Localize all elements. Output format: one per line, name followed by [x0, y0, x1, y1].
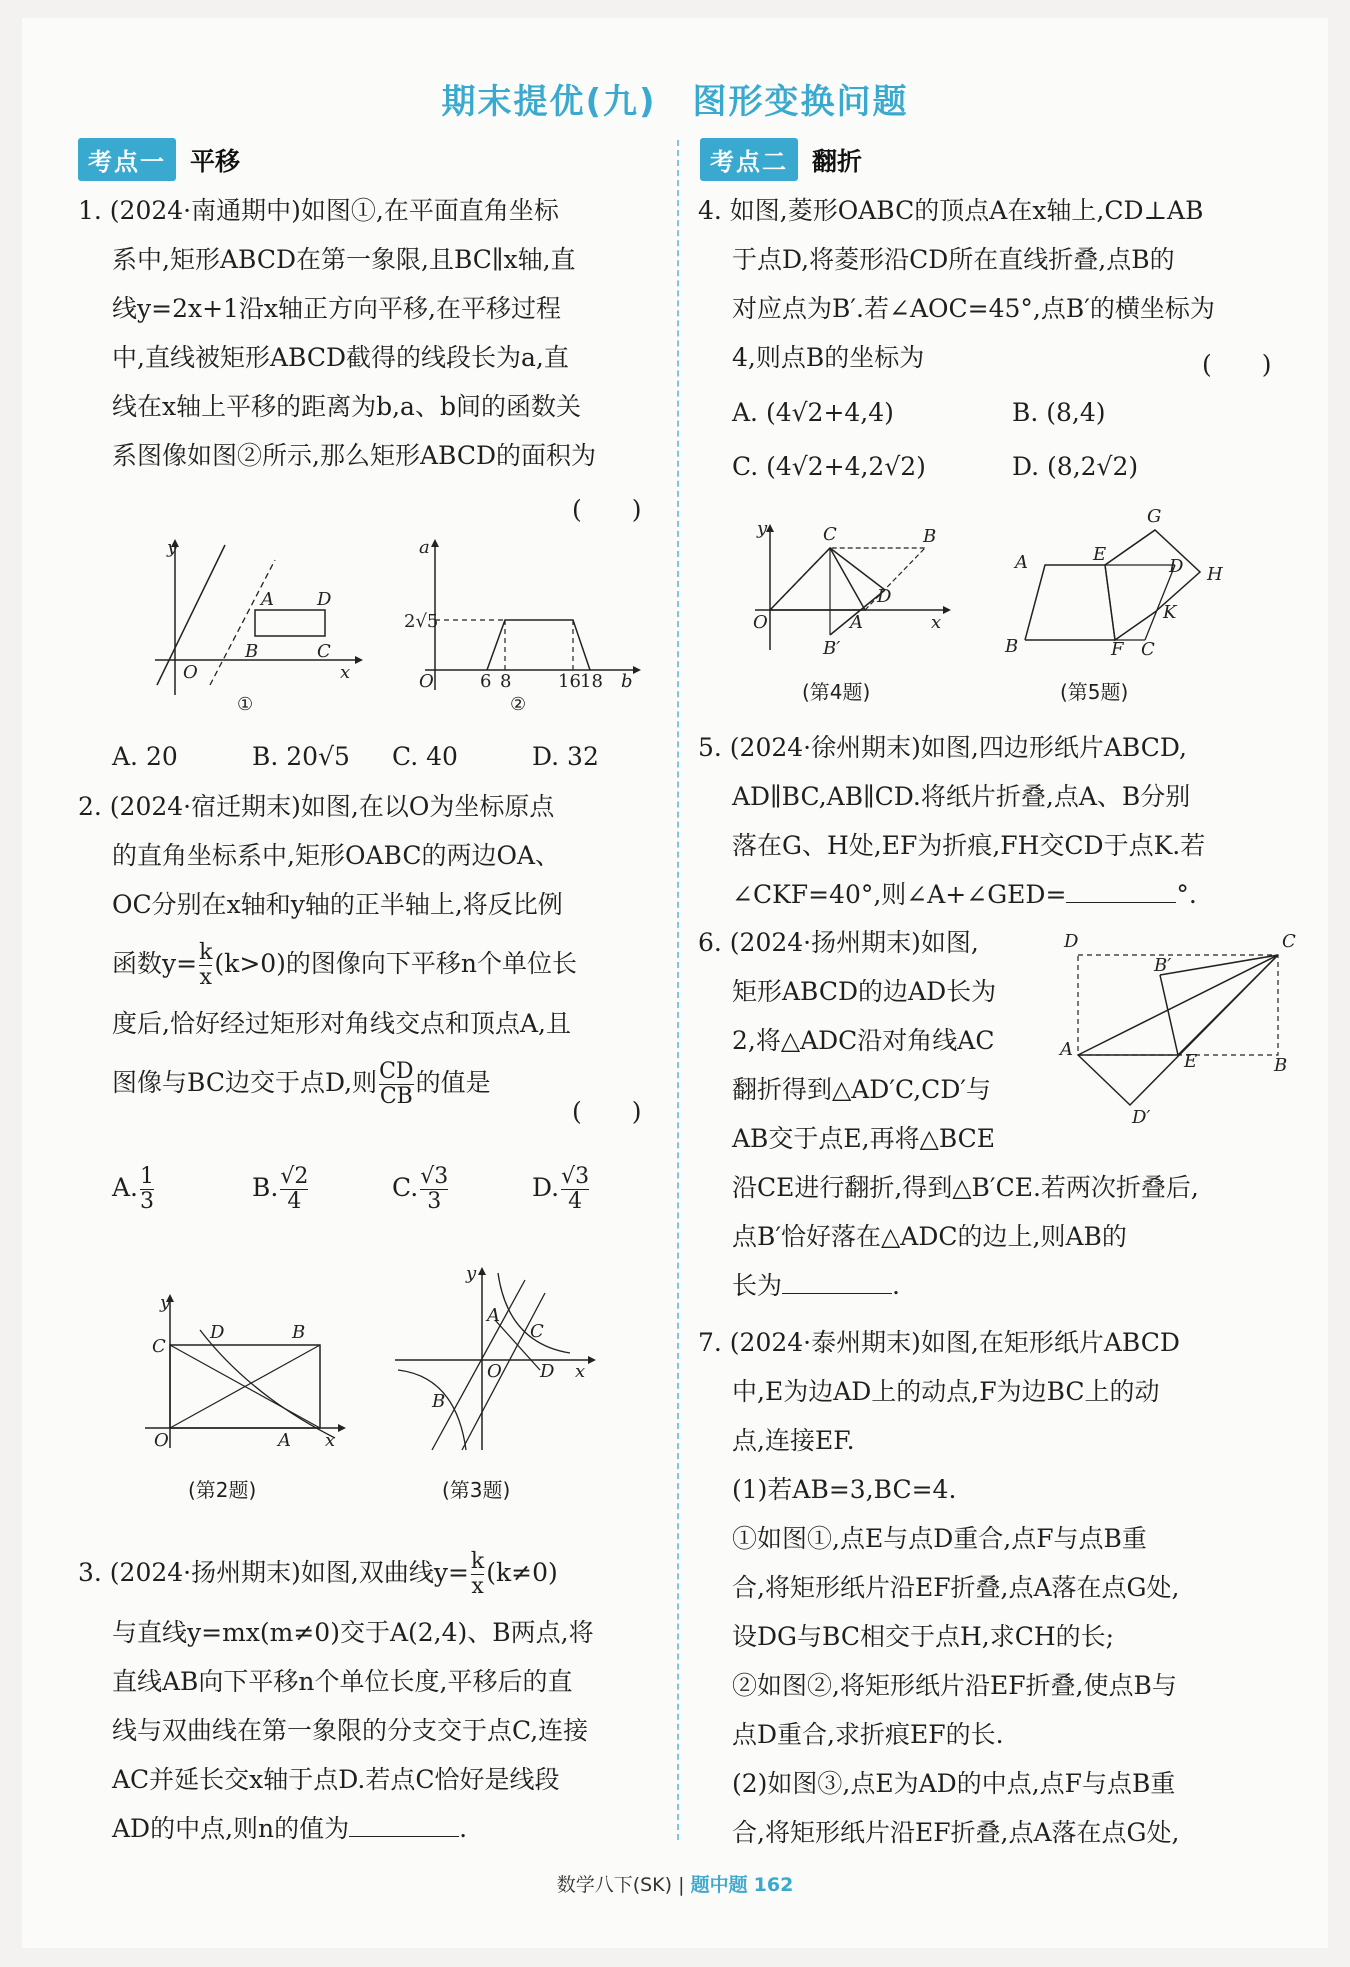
- text-line: 对应点为B′.若∠AOC=45°,点B′的横坐标为: [732, 294, 1215, 323]
- svg-text:F: F: [1111, 639, 1124, 660]
- denominator: x: [471, 1574, 484, 1599]
- figure-caption: (第5题): [1060, 680, 1129, 704]
- svg-text:y: y: [757, 518, 768, 539]
- svg-text:A: A: [278, 1430, 291, 1451]
- svg-text:18: 18: [580, 671, 603, 692]
- svg-text:A: A: [487, 1305, 500, 1326]
- figure-label: ②: [510, 694, 527, 715]
- text-line: 中,直线被矩形ABCD截得的线段长为a,直: [112, 343, 569, 372]
- svg-text:6: 6: [480, 671, 492, 692]
- option-a: A. $\frac{1}{3}$: [112, 1164, 155, 1214]
- section-header-right: [700, 138, 862, 181]
- text-line: 翻折得到△AD′C,CD′与: [732, 1075, 992, 1104]
- text-line: 点,连接EF.: [732, 1426, 855, 1455]
- text-span: (k>0)的图像向下平移n个单位长: [214, 949, 578, 978]
- text-line: 4. 如图,菱形OABC的顶点A在x轴上,CD⊥AB: [698, 196, 1204, 225]
- denominator: CB: [379, 1084, 413, 1109]
- svg-text:O: O: [419, 671, 434, 692]
- svg-text:y: y: [167, 537, 178, 558]
- text-line: ①如图①,点E与点D重合,点F与点B重: [732, 1524, 1147, 1553]
- text-line: 与直线y=mx(m≠0)交于A(2,4)、B两点,将: [112, 1618, 594, 1647]
- text-line: 7. (2024·泰州期末)如图,在矩形纸片ABCD: [698, 1328, 1180, 1357]
- svg-text:B: B: [292, 1322, 306, 1343]
- text-line: 线在x轴上平移的距离为b,a、b间的函数关: [112, 392, 581, 421]
- svg-text:A: A: [261, 589, 274, 610]
- text-span: 的值是: [415, 1068, 491, 1097]
- text-line: AB交于点E,再将△BCE: [732, 1124, 996, 1153]
- question-1: [78, 186, 668, 480]
- text-line: 系中,矩形ABCD在第一象限,且BC∥x轴,直: [112, 245, 576, 274]
- svg-text:16: 16: [558, 671, 581, 692]
- svg-text:C: C: [152, 1336, 166, 1357]
- footer-separator: |: [678, 1874, 685, 1896]
- fraction-k-over-x: [199, 941, 212, 990]
- text-line: AD的中点,则n的值为 .: [112, 1814, 468, 1843]
- text-span: AD的中点,则n的值为: [112, 1814, 350, 1843]
- question-3: [78, 1538, 668, 1853]
- text-line: ②如图②,将矩形纸片沿EF折叠,使点B与: [732, 1671, 1177, 1700]
- answer-blank[interactable]: [1066, 882, 1176, 903]
- svg-text:D: D: [540, 1361, 555, 1382]
- text-line: 2. (2024·宿迁期末)如图,在以O为坐标原点: [78, 792, 555, 821]
- section-name: 平移: [190, 146, 241, 176]
- svg-text:O: O: [487, 1361, 502, 1382]
- column-divider: [677, 140, 679, 1840]
- text-line: 的直角坐标系中,矩形OABC的两边OA、: [112, 841, 561, 870]
- svg-text:C: C: [530, 1321, 544, 1342]
- svg-text:E: E: [1184, 1051, 1198, 1072]
- fraction-cd-over-cb: [379, 1060, 413, 1109]
- svg-text:C: C: [317, 641, 331, 662]
- svg-text:D: D: [1064, 931, 1079, 952]
- text-line: 沿CE进行翻折,得到△B′CE.若两次折叠后,: [732, 1173, 1199, 1202]
- text-line: 中,E为边AD上的动点,F为边BC上的动: [732, 1377, 1160, 1406]
- text-line: 5. (2024·徐州期末)如图,四边形纸片ABCD,: [698, 733, 1187, 762]
- text-line: 合,将矩形纸片沿EF折叠,点A落在点G处,: [732, 1573, 1180, 1602]
- option-b: B. (8,4): [1012, 398, 1106, 427]
- svg-text:D: D: [1169, 556, 1184, 577]
- option-b: B. 20√5: [252, 742, 350, 771]
- q5-figure: [995, 500, 1225, 670]
- section-tag: 考点二: [700, 138, 798, 181]
- numerator: CD: [379, 1059, 414, 1084]
- text-line: OC分别在x轴和y轴的正半轴上,将反比例: [112, 890, 563, 919]
- text-span: 图像与BC边交于点D,则: [112, 1068, 378, 1097]
- text-line: 2,将△ADC沿对角线AC: [732, 1026, 995, 1055]
- figure-caption: (第3题): [442, 1478, 511, 1502]
- text-line: 长为 .: [732, 1271, 900, 1300]
- text-span: 3. (2024·扬州期末)如图,双曲线y=: [78, 1558, 469, 1587]
- text-line: (1)若AB=3,BC=4.: [732, 1475, 957, 1504]
- svg-text:y: y: [466, 1263, 477, 1284]
- svg-text:A: A: [1060, 1039, 1073, 1060]
- q6-figure: [1050, 925, 1296, 1130]
- figure-caption: (第4题): [802, 680, 871, 704]
- option-a: A. (4√2+4,4): [732, 398, 894, 427]
- svg-text:y: y: [160, 1292, 171, 1313]
- answer-paren: ( ): [1202, 350, 1272, 379]
- denominator: x: [199, 965, 212, 990]
- option-c: C. (4√2+4,2√2): [732, 452, 926, 481]
- page-number: 162: [753, 1874, 794, 1896]
- text-line: [78, 1538, 668, 1608]
- q1-figure-2: [405, 535, 645, 715]
- text-line: 落在G、H处,EF为折痕,FH交CD于点K.若: [732, 831, 1206, 860]
- svg-text:O: O: [183, 662, 198, 683]
- q1-figure-1: [145, 535, 365, 715]
- svg-text:B: B: [1005, 636, 1019, 657]
- svg-text:C: C: [823, 524, 837, 545]
- text-line: (2)如图③,点E为AD的中点,点F与点B重: [732, 1769, 1176, 1798]
- svg-text:x: x: [340, 662, 351, 683]
- text-line: 直线AB向下平移n个单位长度,平移后的直: [112, 1667, 573, 1696]
- svg-text:2√5: 2√5: [404, 611, 439, 632]
- svg-text:C: C: [1282, 931, 1296, 952]
- text-line: 1. (2024·南通期中)如图①,在平面直角坐标: [78, 196, 559, 225]
- text-line: [698, 870, 1298, 919]
- section-tag: 考点一: [78, 138, 176, 181]
- figure-caption: (第2题): [188, 1478, 257, 1502]
- svg-text:O: O: [154, 1430, 169, 1451]
- svg-text:B: B: [923, 526, 937, 547]
- svg-text:G: G: [1147, 506, 1162, 527]
- text-line: 点D重合,求折痕EF的长.: [732, 1720, 1004, 1749]
- svg-text:A: A: [1015, 552, 1028, 573]
- svg-text:B: B: [1274, 1055, 1288, 1076]
- answer-paren: ( ): [572, 495, 642, 524]
- text-line: 6. (2024·扬州期末)如图,: [698, 928, 979, 957]
- svg-text:B: B: [245, 641, 259, 662]
- option-b: B. $\frac{√2}{4}$: [252, 1164, 309, 1214]
- q2-figure: [140, 1290, 350, 1460]
- text-span: 长为: [732, 1271, 783, 1300]
- page-title: 期末提优(九) 图形变换问题: [441, 82, 909, 122]
- text-line: AC并延长交x轴于点D.若点C恰好是线段: [112, 1765, 560, 1794]
- svg-text:B′: B′: [1154, 955, 1172, 976]
- page-footer: [0, 1870, 1350, 1897]
- svg-text:x: x: [325, 1430, 336, 1451]
- svg-text:D: D: [317, 589, 332, 610]
- svg-text:D: D: [210, 1322, 225, 1343]
- svg-text:a: a: [419, 537, 430, 558]
- svg-text:H: H: [1207, 564, 1223, 585]
- question-2: [78, 782, 668, 1118]
- svg-text:B: B: [432, 1391, 446, 1412]
- text-line: 度后,恰好经过矩形对角线交点和顶点A,且: [112, 1009, 571, 1038]
- option-a: A. 20: [112, 742, 178, 771]
- option-c: C. 40: [392, 742, 458, 771]
- text-span: °.: [1176, 880, 1197, 909]
- answer-blank[interactable]: [782, 1273, 892, 1294]
- svg-text:x: x: [575, 1361, 586, 1382]
- q3-figure: [390, 1265, 610, 1460]
- option-d: D. $\frac{√3}{4}$: [532, 1164, 590, 1214]
- figure-label: ①: [237, 694, 254, 715]
- svg-text:A: A: [850, 612, 863, 633]
- svg-text:E: E: [1093, 544, 1107, 565]
- text-span: 函数y=: [112, 949, 198, 978]
- text-line: 线y=2x+1沿x轴正方向平移,在平移过程: [112, 294, 561, 323]
- svg-text:8: 8: [500, 671, 512, 692]
- text-span: ∠CKF=40°,则∠A+∠GED=: [732, 880, 1067, 909]
- text-line: 于点D,将菱形沿CD所在直线折叠,点B的: [732, 245, 1175, 274]
- answer-paren: ( ): [572, 1097, 642, 1126]
- text-line: 点B′恰好落在△ADC的边上,则AB的: [732, 1222, 1127, 1251]
- svg-text:O: O: [753, 612, 768, 633]
- question-5: [698, 723, 1298, 919]
- answer-blank[interactable]: [349, 1816, 459, 1837]
- svg-text:D′: D′: [1132, 1107, 1151, 1128]
- section-header-left: [78, 138, 240, 181]
- svg-text:b: b: [621, 671, 633, 692]
- option-d: D. 32: [532, 742, 599, 771]
- svg-text:C: C: [1141, 639, 1155, 660]
- footer-series: 题中题: [690, 1874, 748, 1896]
- text-line: 设DG与BC相交于点H,求CH的长;: [732, 1622, 1115, 1651]
- option-d: D. (8,2√2): [1012, 452, 1139, 481]
- text-line: 4,则点B的坐标为: [732, 343, 925, 372]
- text-line: 系图像如图②所示,那么矩形ABCD的面积为: [112, 441, 597, 470]
- svg-text:x: x: [931, 612, 942, 633]
- text-span: (k≠0): [486, 1558, 558, 1587]
- svg-text:D: D: [877, 586, 892, 607]
- fraction-k-over-x: [471, 1550, 484, 1599]
- text-line: AD∥BC,AB∥CD.将纸片折叠,点A、B分别: [732, 782, 1191, 811]
- svg-text:K: K: [1163, 602, 1177, 623]
- text-line: 线与双曲线在第一象限的分支交于点C,连接: [112, 1716, 589, 1745]
- footer-book: 数学八下(SK): [556, 1874, 673, 1896]
- numerator: k: [199, 940, 213, 965]
- q4-figure: [745, 520, 955, 670]
- option-c: C. $\frac{√3}{3}$: [392, 1164, 449, 1214]
- question-7: [698, 1318, 1298, 1857]
- text-line: 合,将矩形纸片沿EF折叠,点A落在点G处,: [732, 1818, 1180, 1847]
- numerator: k: [470, 1549, 485, 1574]
- section-name: 翻折: [812, 146, 863, 176]
- text-line: 矩形ABCD的边AD长为: [732, 977, 997, 1006]
- text-line: [78, 929, 668, 999]
- svg-text:B′: B′: [823, 638, 841, 659]
